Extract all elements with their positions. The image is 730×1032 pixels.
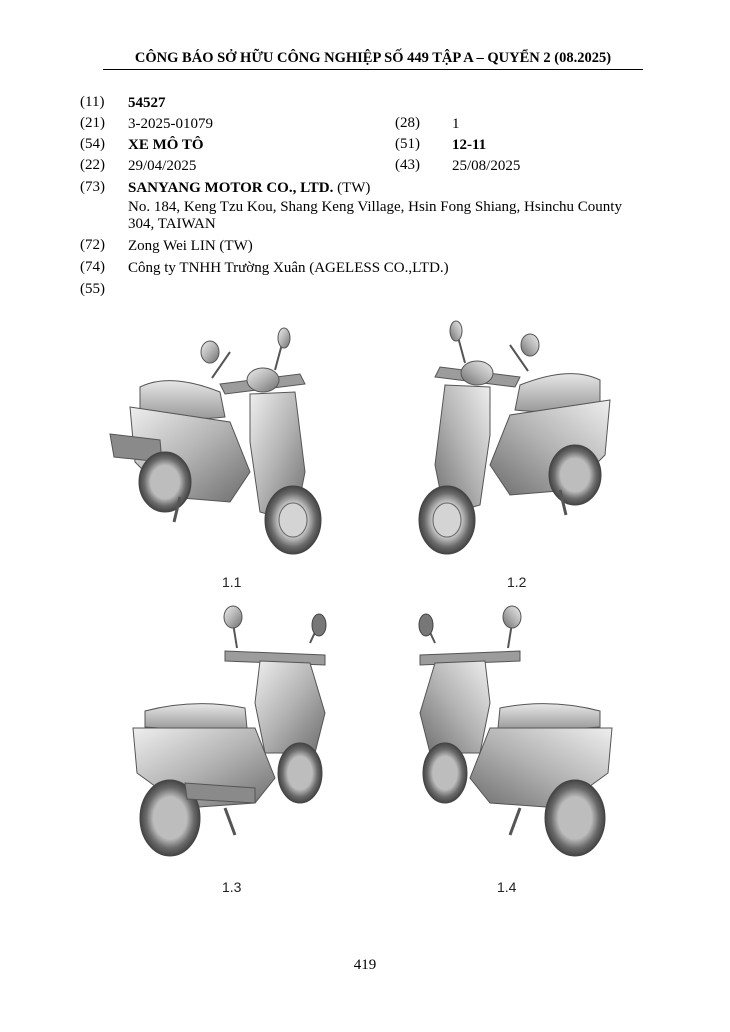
page-number: 419 xyxy=(353,957,377,973)
product-name: XE MÔ TÔ xyxy=(128,137,204,153)
application-number: 3-2025-01079 xyxy=(128,116,213,132)
designer: Zong Wei LIN (TW) xyxy=(128,238,253,254)
scooter-figure-1-2 xyxy=(400,315,640,565)
scooter-figure-1-4 xyxy=(400,603,620,863)
figure-caption-1-2: 1.2 xyxy=(507,574,527,590)
registration-number: 54527 xyxy=(128,95,166,111)
publication-date: 25/08/2025 xyxy=(452,158,521,174)
code-74: (74) xyxy=(80,259,105,275)
owner-name: SANYANG MOTOR CO., LTD. xyxy=(128,180,334,196)
filing-date: 29/04/2025 xyxy=(128,158,197,174)
code-72: (72) xyxy=(80,237,105,253)
code-73: (73) xyxy=(80,179,105,195)
code-11: (11) xyxy=(80,94,105,110)
scooter-figure-1-3 xyxy=(125,603,340,863)
agent: Công ty TNHH Trường Xuân (AGELESS CO.,LTD.) xyxy=(128,260,449,276)
figure-caption-1-3: 1.3 xyxy=(222,879,242,895)
owner-line xyxy=(128,179,370,197)
owner-country: (TW) xyxy=(333,180,371,196)
code-54: (54) xyxy=(80,136,105,152)
owner-address-line2: 304, TAIWAN xyxy=(128,216,216,232)
locarno-class: 12-11 xyxy=(452,137,487,153)
design-count: 1 xyxy=(452,116,460,132)
code-21: (21) xyxy=(80,115,105,131)
owner-address-line1: No. 184, Keng Tzu Kou, Shang Keng Village, Hsin Fong Shiang, Hsinchu County xyxy=(128,199,622,215)
code-51: (51) xyxy=(395,136,420,152)
scooter-figure-1-1 xyxy=(100,322,340,562)
gazette-header: CÔNG BÁO SỞ HỮU CÔNG NGHIỆP SỐ 449 TẬP A – QUYỂN 2 (08.2025) xyxy=(103,50,643,70)
code-28: (28) xyxy=(395,115,420,131)
code-55: (55) xyxy=(80,281,105,297)
figure-caption-1-4: 1.4 xyxy=(497,879,517,895)
code-22: (22) xyxy=(80,157,105,173)
code-43: (43) xyxy=(395,157,420,173)
figure-caption-1-1: 1.1 xyxy=(222,574,242,590)
